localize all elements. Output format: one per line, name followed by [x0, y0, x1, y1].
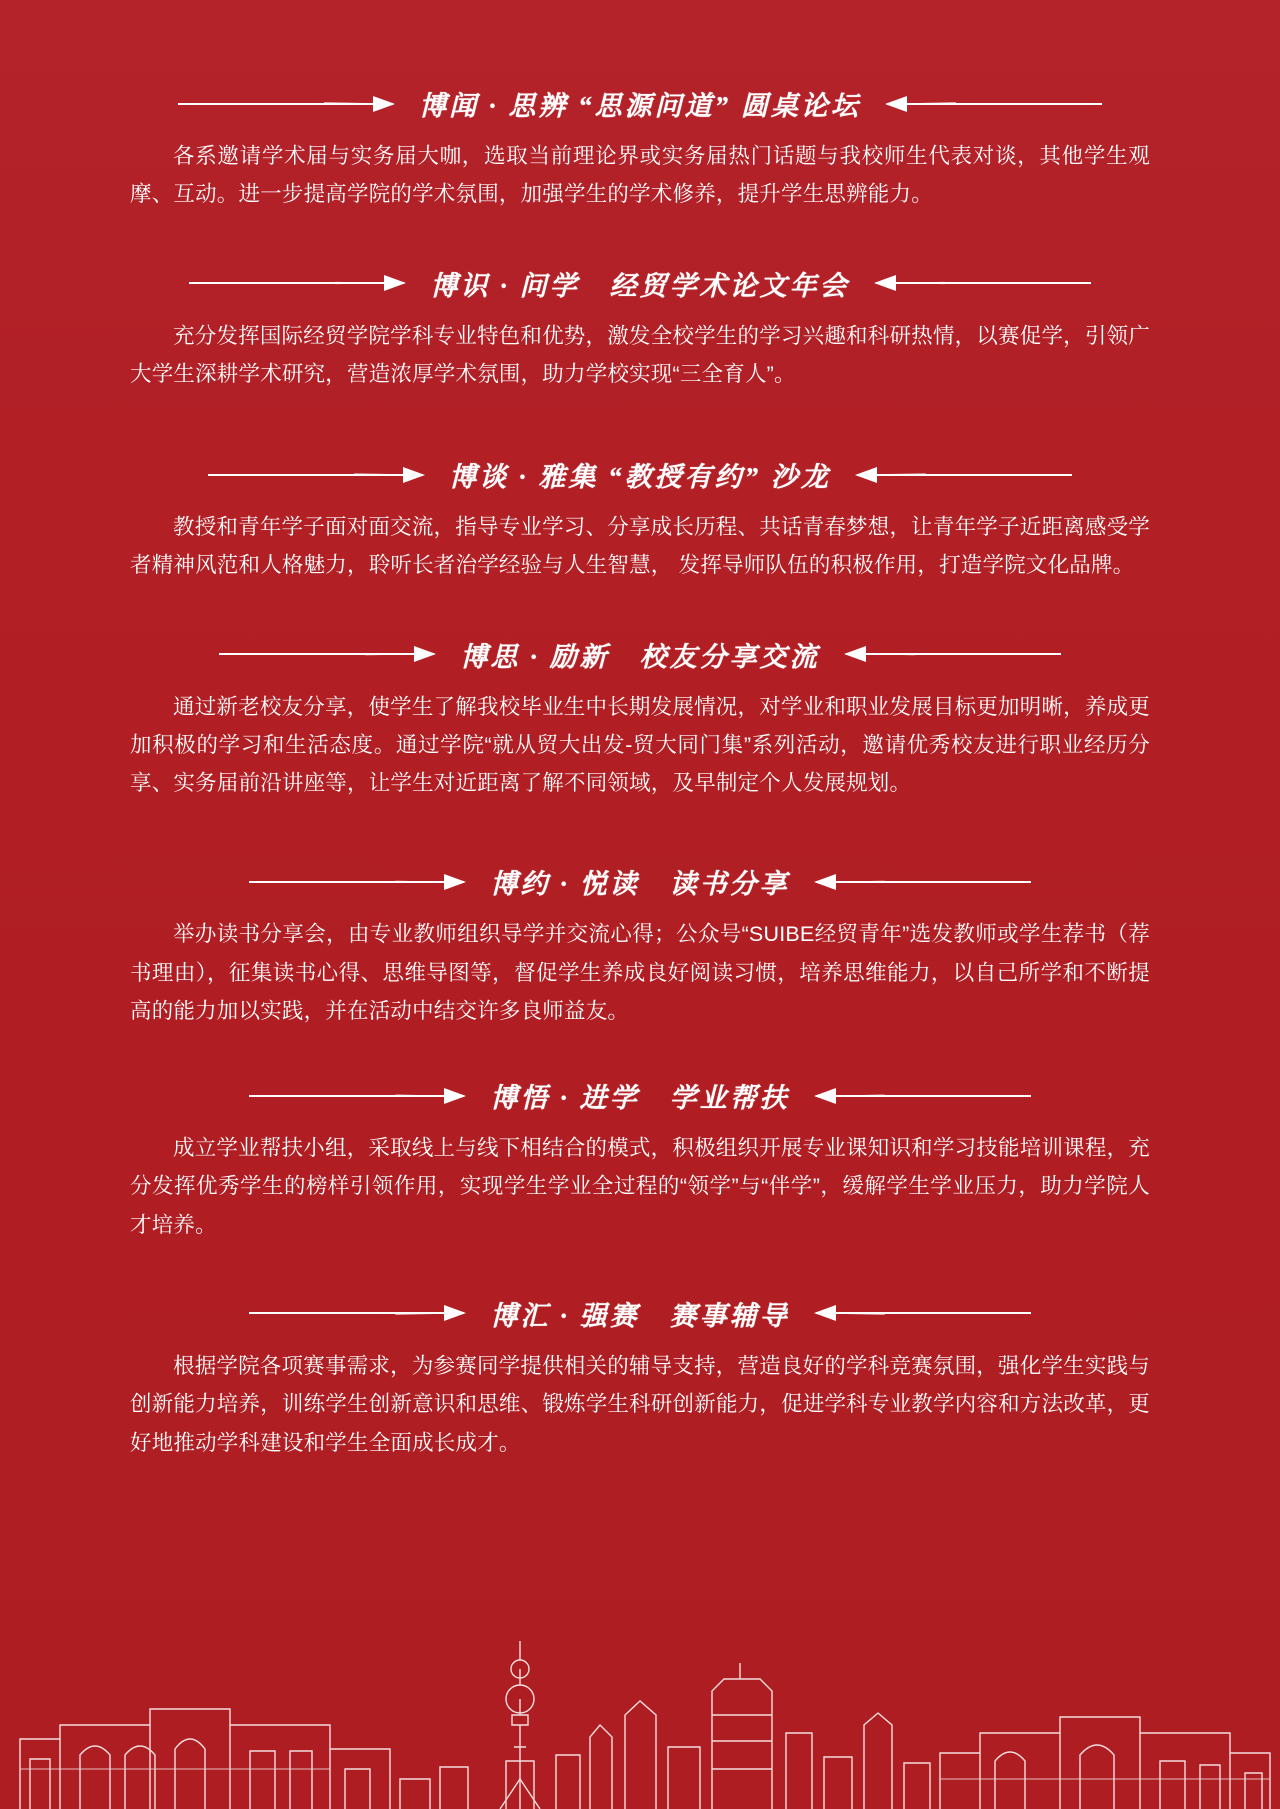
section-title: 博识 · 问学 经贸学术论文年会 — [430, 270, 850, 301]
divider-right-arrow-icon — [876, 282, 1091, 284]
divider-left-arrow-icon — [249, 881, 464, 883]
section-body: 通过新老校友分享，使学生了解我校毕业生中长期发展情况，对学业和职业发展目标更加明晰，养成更加积极的学习和生活态度。通过学院“就从贸大出发-贸大同门集”系列活动，邀请优秀校友进行职业经历分享、实务届前沿讲座等，让学生对近距离了解不同领域，及早制定个人发展规划。 — [130, 694, 1150, 796]
section-bowen-siyuanwendao — [130, 0, 1150, 214]
section-header — [130, 1294, 1150, 1333]
divider-right-arrow-icon — [887, 103, 1102, 105]
divider-left-arrow-icon — [189, 282, 404, 284]
section-title: 博闻 · 思辨 “思源问道” 圆桌论坛 — [419, 91, 861, 121]
section-botan-jiaoshouyouyue — [130, 393, 1150, 585]
section-title: 博汇 · 强赛 赛事辅导 — [490, 1300, 790, 1331]
section-body: 成立学业帮扶小组，采取线上与线下相结合的模式，积极组织开展专业课知识和学习技能培训课程，充分发挥优秀学生的榜样引领作用，实现学生学业全过程的“领学”与“伴学”，缓解学生学业压力，助力学院人才培养。 — [130, 1136, 1150, 1237]
section-header — [130, 264, 1150, 303]
section-body: 各系邀请学术届与实务届大咖，选取当前理论界或实务届热门话题与我校师生代表对谈，其他学生观摩、互动。进一步提高学院的学术氛围，加强学生的学术修养，提升学生思辨能力。 — [130, 144, 1150, 207]
section-title: 博悟 · 进学 学业帮扶 — [490, 1083, 790, 1114]
section-header — [130, 1076, 1150, 1115]
section-body: 根据学院各项赛事需求，为参赛同学提供相关的辅导支持，营造良好的学科竞赛氛围，强化学生实践与创新能力培养，训练学生创新意识和思维、锻炼学生科研创新能力，促进学科专业教学内容和方法改革，更好地推动学科建设和学生全面成长成才。 — [130, 1353, 1150, 1455]
section-header — [130, 84, 1150, 123]
divider-left-arrow-icon — [178, 103, 393, 105]
section-bohui-saishifudao — [130, 1244, 1150, 1462]
section-bowu-xueyebangfu — [130, 1030, 1150, 1244]
section-bosi-xiaoyoufenxiang — [130, 585, 1150, 803]
divider-left-arrow-icon — [219, 653, 434, 655]
section-header — [130, 635, 1150, 674]
divider-right-arrow-icon — [816, 1312, 1031, 1314]
section-title: 博谈 · 雅集 “教授有约” 沙龙 — [449, 462, 831, 493]
section-body: 举办读书分享会，由专业教师组织导学并交流心得；公众号“SUIBE经贸青年”选发教师或学生荐书（荐书理由），征集读书心得、思维导图等，督促学生养成良好阅读习惯，培养思维能力，以自己所学和不断提高的能力加以实践，并在活动中结交许多良师益友。 — [130, 922, 1150, 1023]
section-body: 充分发挥国际经贸学院学科专业特色和优势，激发全校学生的学习兴趣和科研热情，以赛促学，引领广大学生深耕学术研究，营造浓厚学术氛围，助力学校实现“三全育人”。 — [130, 323, 1150, 386]
divider-right-arrow-icon — [816, 1095, 1031, 1097]
divider-left-arrow-icon — [249, 1312, 464, 1314]
divider-left-arrow-icon — [208, 474, 423, 476]
divider-right-arrow-icon — [846, 653, 1061, 655]
section-boyue-dushufenxiang — [130, 802, 1150, 1030]
section-boshi-jingmaolunwennianhui — [130, 214, 1150, 394]
section-header — [130, 455, 1150, 494]
section-title: 博约 · 悦读 读书分享 — [490, 869, 790, 900]
divider-right-arrow-icon — [857, 474, 1072, 476]
section-header — [130, 862, 1150, 901]
divider-left-arrow-icon — [249, 1095, 464, 1097]
section-title: 博思 · 励新 校友分享交流 — [460, 641, 820, 672]
section-body: 教授和青年学子面对面交流，指导专业学习、分享成长历程、共话青春梦想，让青年学子近距离感受学者精神风范和人格魅力，聆听长者治学经验与人生智慧， 发挥导师队伍的积极作用，打造学院文化品牌。 — [130, 515, 1150, 578]
skyline-outline-icon — [0, 1629, 1280, 1809]
divider-right-arrow-icon — [816, 881, 1031, 883]
